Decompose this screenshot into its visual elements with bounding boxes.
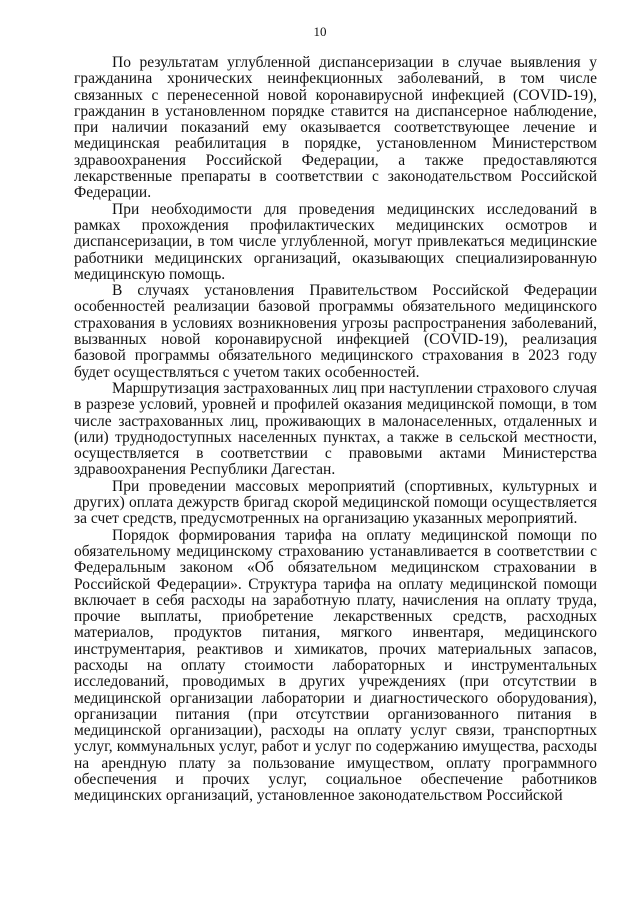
- document-body: [74, 55, 597, 805]
- paragraph: Маршрутизация застрахованных лиц при наступлении страхового случая в разрезе условий, уровней и профилей оказания медицинской помощи, в том числе застрахованных лиц, проживающих в малонаселенных, отдаленных и (или) труднодоступных населенных пунктах, а также в сельской местности, осуществляется в соответствии с правовыми актами Министерства здравоохранения Республики Дагестан.: [74, 379, 597, 479]
- paragraph: При проведении массовых мероприятий (спортивных, культурных и других) оплата дежурств бригад скорой медицинской помощи осуществляется за счет средств, предусмотренных на организацию указанных мероприятий.: [74, 477, 597, 528]
- paragraph: При необходимости для проведения медицинских исследований в рамках прохождения профилактических медицинских осмотров и диспансеризации, в том числе углубленной, могут привлекаться медицинские работники медицинских организаций, оказывающих специализированную медицинскую помощь.: [74, 200, 597, 283]
- page-number: 10: [313, 24, 327, 39]
- paragraph: В случаях установления Правительством Российской Федерации особенностей реализации базовой программы обязательного медицинского страхования в условиях возникновения угрозы распространения заболеваний, вызванных новой коронавирусной инфекцией (COVID-19), реализация базовой программы обязательного медицинского страхования в 2023 году будет осуществляться с учетом таких особенностей.: [74, 282, 597, 381]
- paragraph: Порядок формирования тарифа на оплату медицинской помощи по обязательному медицинскому страхованию устанавливается в соответствии с Федеральным законом «Об обязательном медицинском страховании в Российской Федерации». Структура тарифа на оплату медицинской помощи включает в себя расходы на заработную плату, начисления на оплату труда, прочие выплаты, приобретение лекарственных средств, расходных материалов, продуктов питания, мягкого инвентаря, медицинского инструментария, реактивов и химикатов, прочих материальных запасов, расходы на оплату стоимости лабораторных и инструментальных исследований, проводимых в других учреждениях (при отсутствии в медицинской организации лаборатории и диагностического оборудования), организации питания (при отсутствии организованного питания в медицинской организации), расходы на оплату услуг связи, транспортных услуг, коммунальных услуг, работ и услуг по содержанию имущества, расходы на арендную плату за пользование имуществом, оплату программного обеспечения и прочих услуг, социальное обеспечение работников медицинских организаций, установленное законодательством Российской: [74, 526, 597, 805]
- paragraph: По результатам углубленной диспансеризации в случае выявления у гражданина хронических неинфекционных заболеваний, в том числе связанных с перенесенной новой коронавирусной инфекцией (COVID-19), гражданин в установленном порядке ставится на диспансерное наблюдение, при наличии показаний ему оказывается соответствующее лечение и медицинская реабилитация в порядке, установленном Министерством здравоохранения Российской Федерации, а также предоставляются лекарственные препараты в соответствии с законодательством Российской Федерации.: [74, 54, 597, 202]
